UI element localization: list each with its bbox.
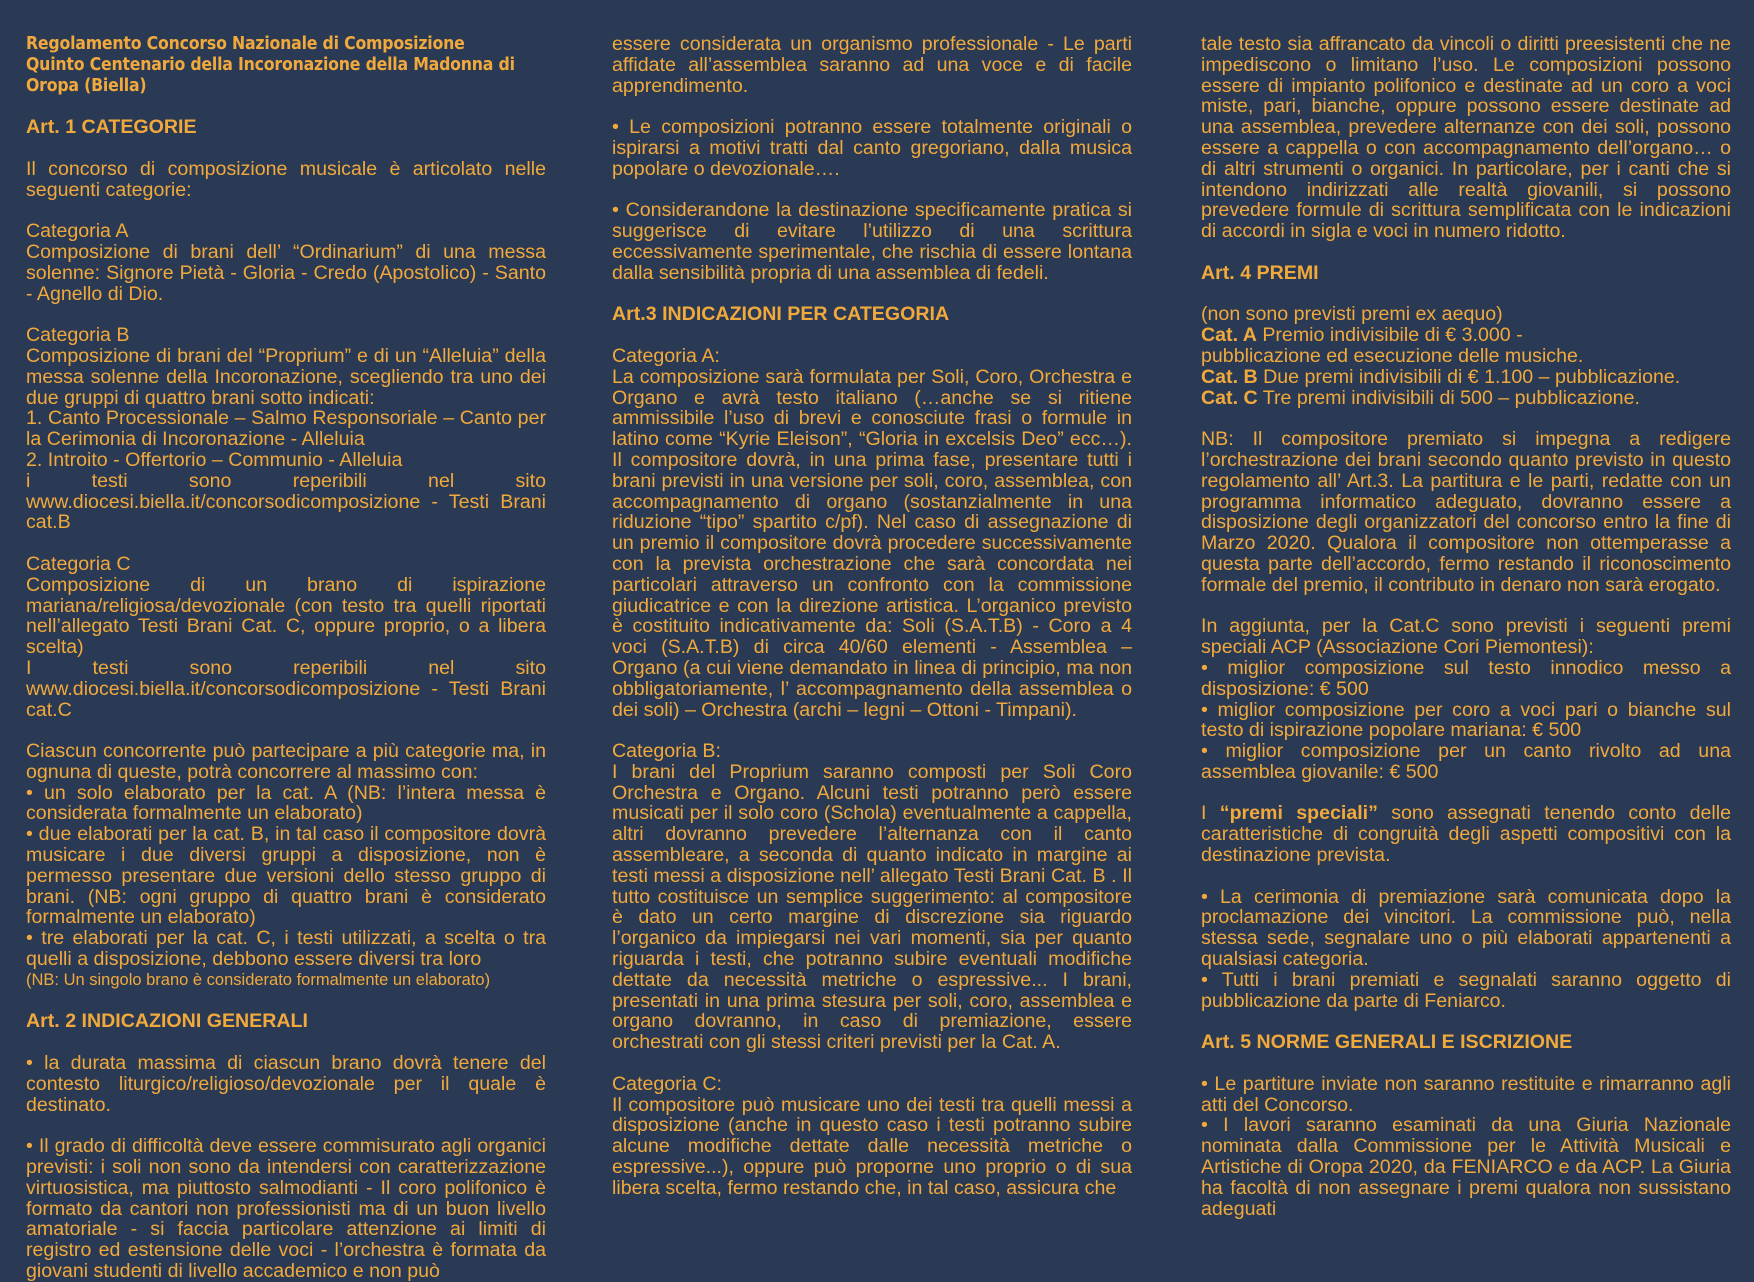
special-prizes-pre: I (1201, 802, 1220, 825)
prize-cat-a-text: Premio indivisibile di € 3.000 - (1256, 324, 1523, 347)
cat-b-group-1: 1. Canto Processionale – Salmo Responsoriale – Canto per la Cerimonia di Incoronazione - Alleluia (26, 407, 546, 451)
prize-cat-b (1201, 367, 1731, 388)
cat-b-description: Composizione di brani del “Proprium” e di un “Alleluia” della messa solenne della Incoronazione, scegliendo tra uno dei due gruppi di quattro brani sotto indicati: (26, 344, 546, 409)
prize-cat-c-text: Tre premi indivisibili di 500 – pubblicazione. (1257, 386, 1640, 409)
cat-c-description: Composizione di un brano di ispirazione mariana/religiosa/devozionale (con testo tra quelli riportati nell’allegato Testi Brani Cat. C, oppure proprio, o a libera scelta) (26, 573, 546, 659)
art2-heading: Art. 2 INDICAZIONI GENERALI (26, 1010, 308, 1033)
prize-cat-a-label: Cat. A (1201, 324, 1257, 347)
art3-heading: Art.3 INDICAZIONI PER CATEGORIA (612, 303, 950, 326)
orchestration-note: NB: Il compositore premiato si impegna a redigere l’orchestrazione dei brani secondo quanto previsto in questo regolamento all’ Art.3. La partitura e le parti, redatte con un programma informatico adeguato, dovranno essere a disposizione degli organizzatori del concorso entro la fine di Marzo 2020. Qualora il compositore non ottemperasse a questa parte dell’accordo, fermo restando il riconoscimento formale del premio, il contributo in denaro non sarà erogato. (1201, 428, 1731, 596)
column-3 (1201, 34, 1731, 1219)
art5-heading: Art. 5 NORME GENERALI E ISCRIZIONE (1201, 1031, 1573, 1054)
cat-b-group-2: 2. Introito - Offertorio – Communio - Alleluia (26, 448, 403, 471)
cat-b-title: Categoria B (26, 324, 130, 347)
participation-cat-c: • tre elaborati per la cat. C, i testi utilizzati, a scelta o tra quelli a disposizione, debbono essere diversi tra loro (26, 927, 546, 971)
art3-cat-a-title: Categoria A: (612, 344, 720, 367)
prize-cat-c-label: Cat. C (1201, 386, 1258, 409)
special-prizes-post: sono assegnati tenendo conto delle caratteristiche di congruità degli aspetti compositivi con la destinazione prevista. (1201, 802, 1731, 867)
art1-intro: Il concorso di composizione musicale è articolato nelle seguenti categorie: (26, 157, 546, 201)
prize-cat-b-text: Due premi indivisibili di € 1.100 – pubblicazione. (1257, 365, 1681, 388)
cat-c-title: Categoria C (26, 552, 131, 575)
column-1 (26, 34, 546, 1282)
no-exaequo-note: (non sono previsti premi ex aequo) (1201, 303, 1503, 326)
document-title-line-1: Regolamento Concorso Nazionale di Composizione (26, 34, 465, 54)
acp-prize-3: • miglior composizione per un canto rivolto ad una assemblea giovanile: € 500 (1201, 740, 1731, 783)
cat-a-title: Categoria A (26, 220, 129, 243)
art2-practical: • Considerandone la destinazione specificamente pratica si suggerisce di evitare l’utilizzo di una scrittura eccessivamente sperimentale, che rischia di essere lontana dalla sensibilità propria di una assemblea di fedeli. (612, 199, 1132, 284)
document-title-line-3: Oropa (Biella) (26, 75, 147, 96)
participation-cat-a: • un solo elaborato per la cat. A (NB: l’intera messa è considerata formalmente un elaborato) (26, 781, 546, 825)
prize-cat-b-label: Cat. B (1201, 365, 1258, 388)
art2-originality: • Le composizioni potranno essere totalmente originali o ispirarsi a motivi tratti dal canto gregoriano, dalla musica popolare o devozionale…. (612, 116, 1132, 180)
participation-note: (NB: Un singolo brano è considerato formalmente un elaborato) (26, 970, 491, 989)
art2-difficulty: • Il grado di difficoltà deve essere commisurato agli organici previsti: i soli non sono da intendersi con caratterizzazione virtuosistica, ma piuttosto salmodianti - Il coro polifonico è formato da cantori non professionisti ma di un buon livello amatoriale - si faccia particolare attenzione ai limiti di registro ed estensione delle voci - l’orchestra è formata da giovani studenti di livello accademico e non può (26, 1135, 546, 1282)
prize-cat-c (1201, 388, 1731, 409)
cat-c-texts-link: I testi sono reperibili nel sito www.diocesi.biella.it/concorsodicomposizione - Testi Brani cat.C (26, 656, 546, 721)
art2-continuation: essere considerata un organismo professionale - Le parti affidate all’assemblea saranno ad una voce e di facile apprendimento. (612, 33, 1132, 97)
document-title-line-2: Quinto Centenario della Incoronazione della Madonna di (26, 54, 515, 75)
art5-scores-returned: • Le partiture inviate non saranno restituite e rimarranno agli atti del Concorso. (1201, 1072, 1731, 1116)
cat-a-description: Composizione di brani dell’ “Ordinarium” di una messa solenne: Signore Pietà - Gloria - Credo (Apostolico) - Santo - Agnello di Dio. (26, 240, 546, 305)
participation-intro: Ciascun concorrente può partecipare a più categorie ma, in ognuna di queste, potrà concorrere al massimo con: (26, 740, 546, 783)
prize-cat-a-text-2: pubblicazione ed esecuzione delle musiche. (1201, 344, 1584, 367)
art3-cat-c-title: Categoria C: (612, 1072, 722, 1095)
publication-text: • Tutti i brani premiati e segnalati saranno oggetto di pubblicazione da parte di Feniarco. (1201, 968, 1731, 1012)
art4-heading: Art. 4 PREMI (1201, 261, 1319, 284)
art3-cat-b-title: Categoria B: (612, 740, 721, 763)
column-2 (612, 34, 1132, 1199)
acp-prize-1: • miglior composizione sul testo innodico messo a disposizione: € 500 (1201, 656, 1731, 700)
special-prizes (1201, 803, 1731, 865)
art2-duration: • la durata massima di ciascun brano dovrà tenere del contesto liturgico/religioso/devozionale per il quale è destinato. (26, 1052, 546, 1116)
art3-cat-c-text: Il compositore può musicare uno dei testi tra quelli messi a disposizione (anche in questo caso i testi potranno subire alcune modifiche dettate dalle necessità metriche o espressive...), oppure può proporne uno proprio o di sua libera scelta, fermo restando che, in tal caso, assicura che (612, 1093, 1132, 1199)
prize-cat-a (1201, 325, 1731, 346)
ceremony-text: • La cerimonia di premiazione sarà comunicata dopo la proclamazione dei vincitori. La commissione può, nella stessa sede, segnalare uno o più elaborati appartenenti a qualsiasi categoria. (1201, 885, 1731, 971)
participation-cat-b: • due elaborati per la cat. B, in tal caso il compositore dovrà musicare i due diversi gruppi a disposizione, non è permesso presentare due versioni dello stesso gruppo di brani. (NB: ogni gruppo di quattro brani è considerato formalmente un elaborato) (26, 823, 546, 929)
acp-prize-2: • miglior composizione per coro a voci pari o bianche sul testo di ispirazione popolare mariana: € 500 (1201, 698, 1731, 742)
art3-cat-a-text: La composizione sarà formulata per Soli, Coro, Orchestra e Organo e avrà testo italiano (…anche se si ritiene ammissibile l’uso di brevi e conosciute frasi o formule in latino come “Kyrie Eleison”, “Gloria in excelsis Deo” ecc…). Il compositore dovrà, in una prima fase, presentare tutti i brani previsti in una versione per soli, coro, assemblea, con accompagnamento di organo (sostanzialmente in una riduzione “tipo” spartito c/pf). Nel caso di assegnazione di un premio il compositore dovrà procedere successivamente con la prevista orchestrazione che sarà concordata nei particolari attraverso un confronto con la commissione giudicatrice e con la direzione artistica. L’organico previsto è costituito indicativamente da: Soli (S.A.T.B) - Coro a 4 voci (S.A.T.B) di circa 40/60 elementi - Assemblea – Organo (a cui viene demandato in linea di principio, ma non obbligatoriamente, l’ accompagnamento della assemblea o dei soli) – Orchestra (archi – legni – Ottoni - Timpani). (612, 365, 1132, 721)
art5-jury: • I lavori saranno esaminati da una Giuria Nazionale nominata dalla Commissione per le Attività Musicali e Artistiche di Oropa 2020, da FENIARCO e da ACP. La Giuria ha facoltà di non assegnare i premi qualora non sussistano adeguati (1201, 1114, 1731, 1220)
cat-b-texts-link: i testi sono reperibili nel sito www.diocesi.biella.it/concorsodicomposizione - Testi Brani cat.B (26, 469, 546, 534)
art1-heading: Art. 1 CATEGORIE (26, 116, 197, 139)
art3-cat-b-text: I brani del Proprium saranno composti per Soli Coro Orchestra e Organo. Alcuni testi potranno però essere musicati per il solo coro (Schola) eventualmente a cappella, altri dovranno prevedere l’alternanza con il canto assembleare, a seconda di quanto indicato in margine ai testi messi a disposizione nell’ allegato Testi Brani Cat. B . Il tutto costituisce un semplice suggerimento: al compositore è dato un certo margine di discrezione sia riguardo l’organico da impiegarsi nei vari momenti, sia per quanto riguarda i testi, che potranno subire eventuali modifiche dettate da necessità metriche o espressive... I brani, presentati in una prima stesura per soli, coro, assemblea e organo dovranno, in caso di premiazione, essere orchestrati con gli stessi criteri previsti per la Cat. A. (612, 760, 1132, 1054)
special-prizes-bold: “premi speciali” (1219, 802, 1378, 825)
art3-continuation: tale testo sia affrancato da vincoli o diritti preesistenti che ne impediscono o limitano l’uso. Le composizioni possono essere di impianto polifonico e destinate ad un coro a voci miste, pari, bianche, oppure possono essere destinate ad una assemblea, prevedere alternanze con dei soli, possono essere a cappella o con accompagnamento dell’organo… o di altri strumenti o organici. In particolare, per i canti che si intendono indirizzati alle realtà giovanili, si possono prevedere formule di scrittura semplificata con le indicazioni di accordi in sigla e voci in numero ridotto. (1201, 33, 1731, 243)
acp-intro: In aggiunta, per la Cat.C sono previsti i seguenti premi speciali ACP (Associazione Cori Piemontesi): (1201, 615, 1731, 659)
